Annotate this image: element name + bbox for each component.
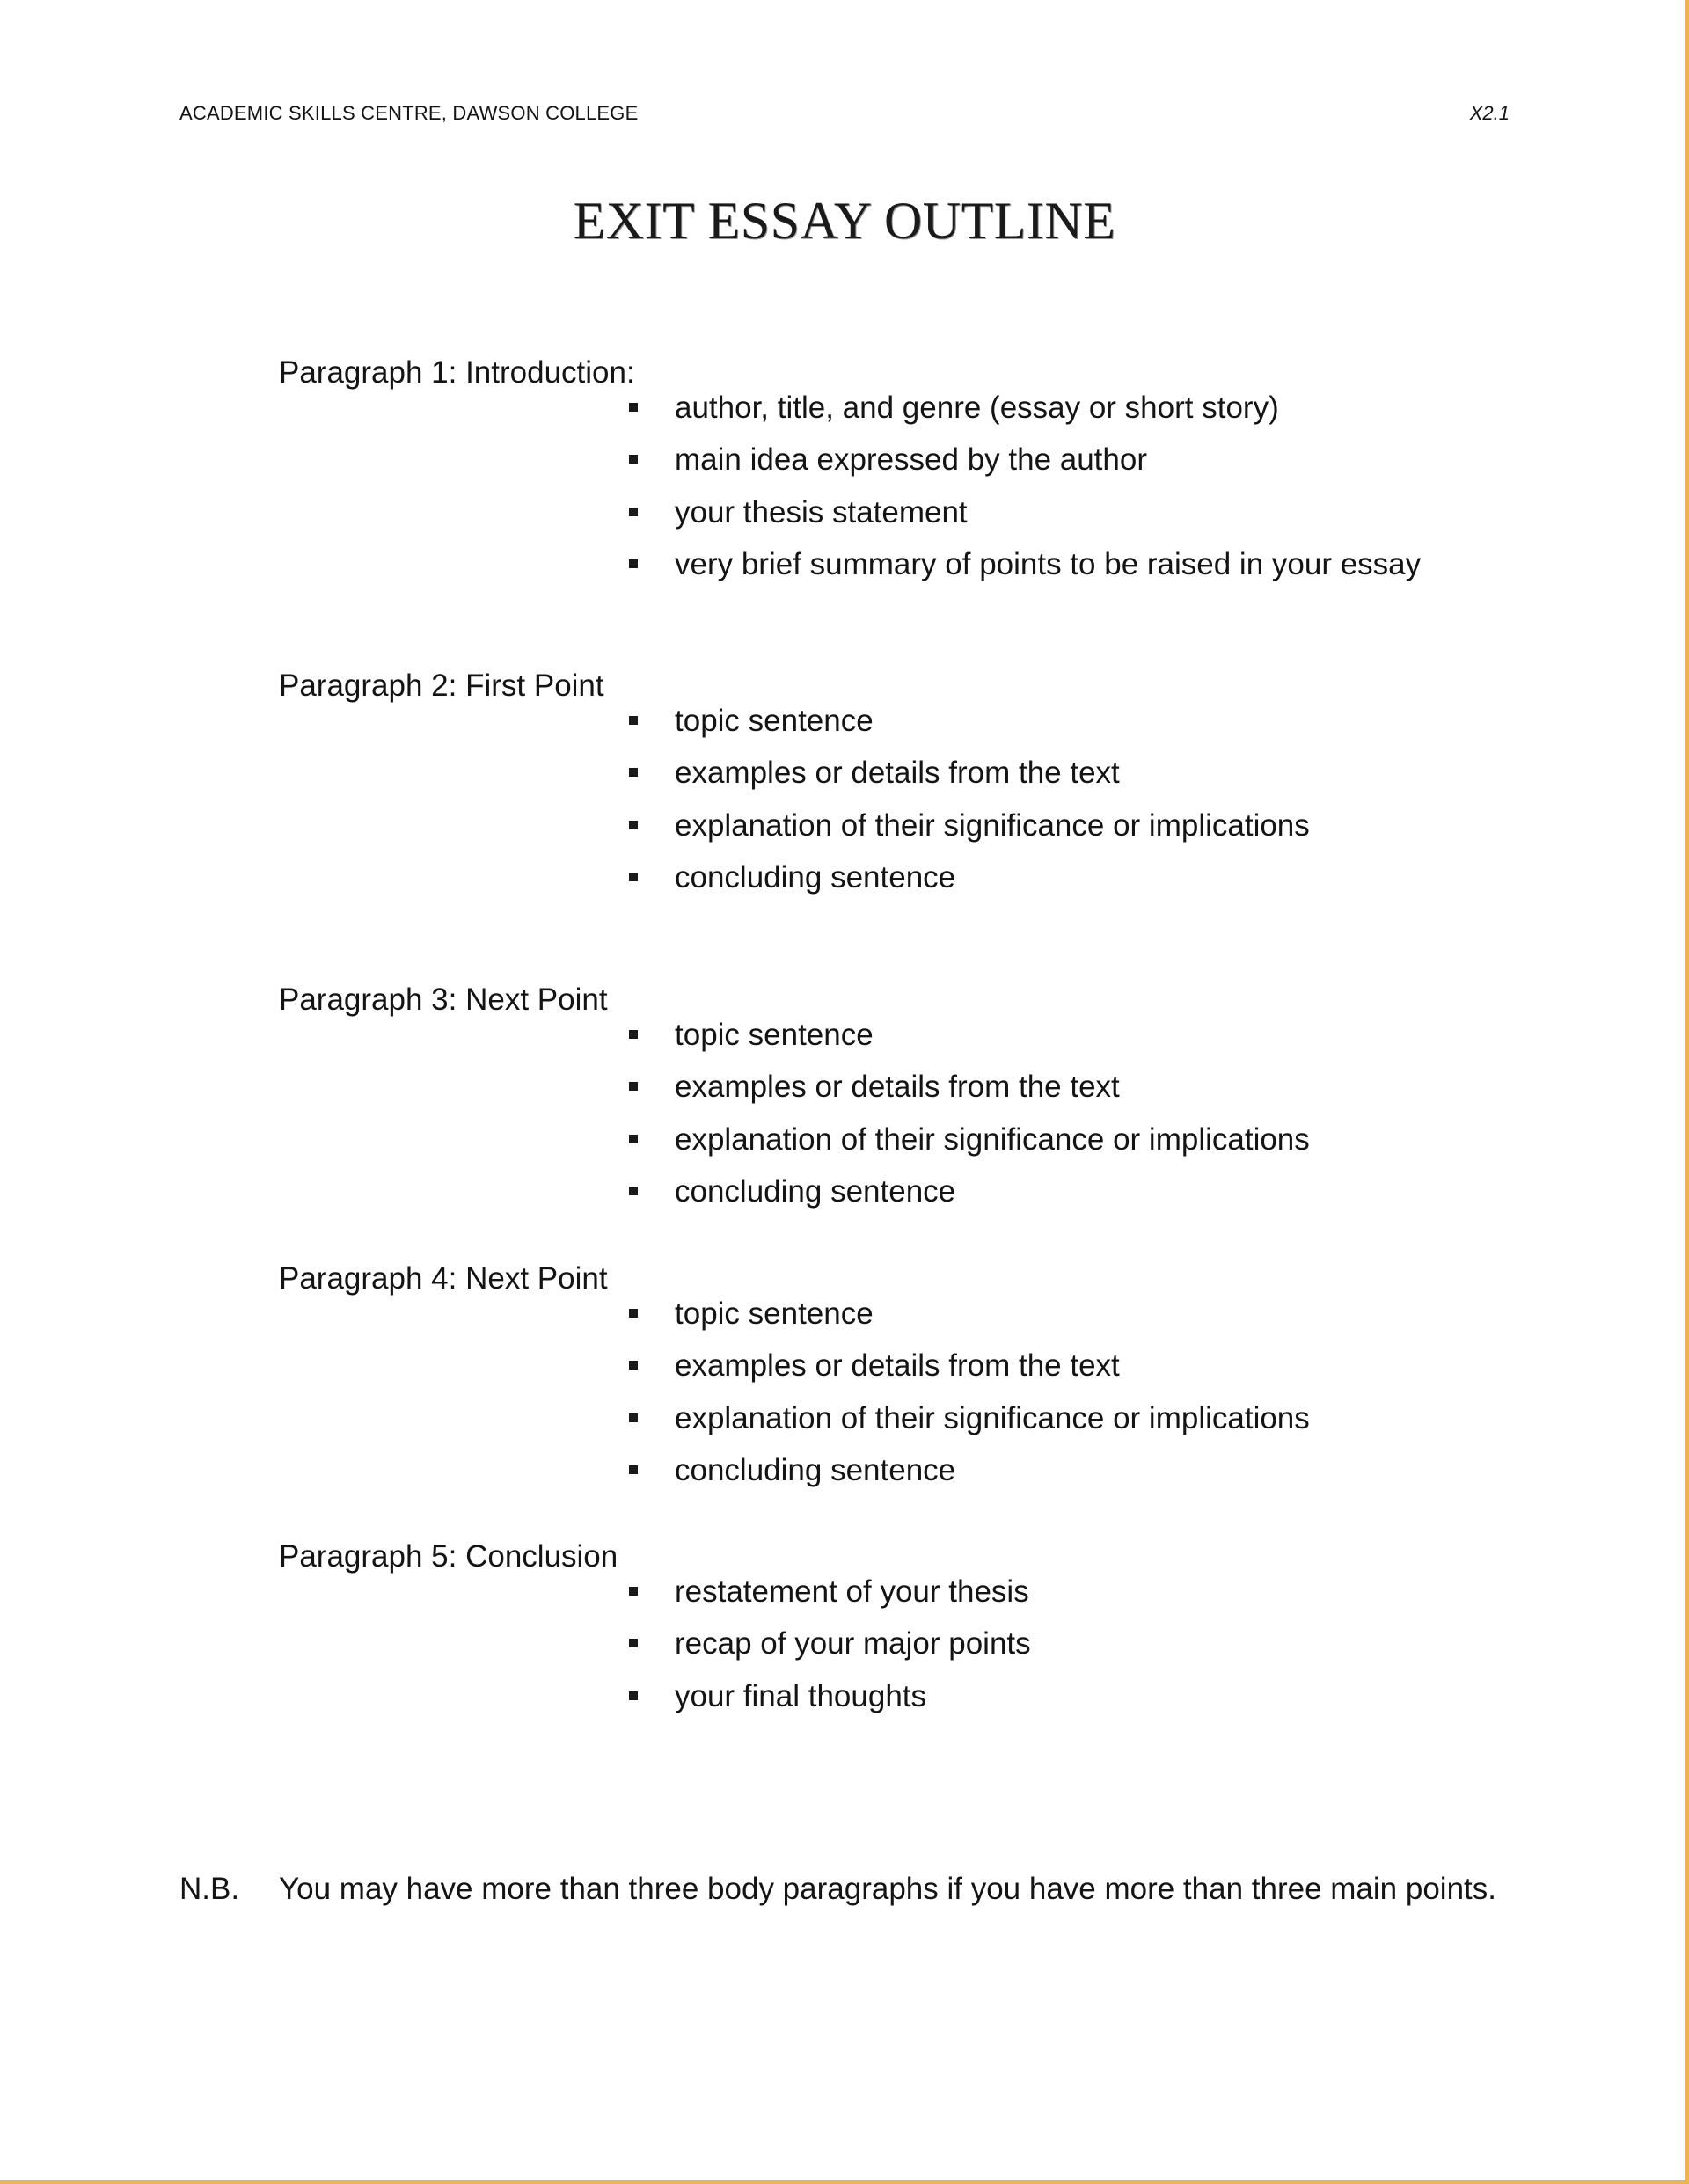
- section-heading: Paragraph 1: Introduction:: [279, 355, 635, 390]
- list-item: [629, 807, 1310, 859]
- list-item: [629, 546, 1421, 598]
- square-bullet-icon: [629, 1082, 638, 1091]
- square-bullet-icon: [629, 1413, 638, 1422]
- square-bullet-icon: [629, 1691, 638, 1700]
- list-item-text: concluding sentence: [675, 1453, 956, 1488]
- square-bullet-icon: [629, 1587, 638, 1596]
- list-item-text: restatement of your thesis: [675, 1574, 1029, 1609]
- bullet-list: [629, 1017, 1310, 1226]
- square-bullet-icon: [629, 559, 638, 568]
- list-item: [629, 1017, 1310, 1069]
- square-bullet-icon: [629, 716, 638, 725]
- square-bullet-icon: [629, 403, 638, 412]
- list-item-text: concluding sentence: [675, 860, 956, 895]
- section-heading: Paragraph 5: Conclusion: [279, 1539, 618, 1574]
- outline-section-introduction: [279, 354, 1510, 582]
- list-item-text: topic sentence: [675, 1018, 874, 1052]
- header-institution: ACADEMIC SKILLS CENTRE, DAWSON COLLEGE: [179, 102, 639, 124]
- list-item: [629, 1678, 1031, 1730]
- bullet-list: [629, 703, 1310, 912]
- list-item: [629, 1452, 1310, 1504]
- square-bullet-icon: [629, 1361, 638, 1370]
- list-item-text: topic sentence: [675, 704, 874, 738]
- footnote-label: N.B.: [179, 1872, 240, 1906]
- square-bullet-icon: [629, 1135, 638, 1143]
- section-heading: Paragraph 4: Next Point: [279, 1261, 608, 1296]
- square-bullet-icon: [629, 1030, 638, 1039]
- square-bullet-icon: [629, 508, 638, 516]
- outline-section-next-point-4: [279, 1260, 1510, 1488]
- list-item: [629, 442, 1421, 493]
- list-item: [629, 390, 1421, 442]
- list-item: [629, 1348, 1310, 1399]
- list-item-text: author, title, and genre (essay or short story): [675, 391, 1279, 425]
- outline-section-first-point: [279, 668, 1510, 895]
- list-item: [629, 755, 1310, 807]
- list-item: [629, 1625, 1031, 1677]
- section-heading: Paragraph 3: Next Point: [279, 982, 608, 1017]
- list-item: [629, 1296, 1310, 1348]
- list-item-text: explanation of their significance or implications: [675, 1121, 1310, 1157]
- bullet-list: [629, 1574, 1031, 1730]
- section-heading: Paragraph 2: First Point: [279, 668, 604, 703]
- square-bullet-icon: [629, 455, 638, 464]
- outline-section-next-point-3: [279, 982, 1510, 1209]
- list-item-text: examples or details from the text: [675, 756, 1120, 791]
- list-item: [629, 1121, 1310, 1173]
- page-title: EXIT ESSAY OUTLINE: [573, 192, 1116, 250]
- list-item-text: your thesis statement: [675, 494, 968, 530]
- list-item: [629, 1400, 1310, 1452]
- footnote: [179, 1871, 1496, 1908]
- square-bullet-icon: [629, 768, 638, 777]
- list-item: [629, 1173, 1310, 1225]
- header-document-code: X2.1: [1469, 102, 1510, 124]
- list-item-text: very brief summary of points to be raised in your essay: [675, 547, 1422, 582]
- list-item: [629, 859, 1310, 911]
- list-item-text: recap of your major points: [675, 1626, 1031, 1662]
- square-bullet-icon: [629, 1187, 638, 1195]
- list-item-text: concluding sentence: [675, 1174, 956, 1209]
- outline-section-conclusion: [279, 1538, 1510, 1713]
- footnote-text: You may have more than three body paragraphs if you have more than three main points.: [279, 1872, 1496, 1906]
- list-item-text: your final thoughts: [675, 1678, 927, 1713]
- bullet-list: [629, 390, 1421, 599]
- list-item-text: examples or details from the text: [675, 1070, 1120, 1105]
- list-item-text: main idea expressed by the author: [675, 442, 1147, 478]
- square-bullet-icon: [629, 1309, 638, 1318]
- list-item: [629, 1574, 1031, 1625]
- list-item-text: explanation of their significance or implications: [675, 1400, 1310, 1435]
- list-item-text: examples or details from the text: [675, 1348, 1120, 1384]
- square-bullet-icon: [629, 821, 638, 829]
- bullet-list: [629, 1296, 1310, 1505]
- list-item: [629, 1069, 1310, 1121]
- list-item-text: explanation of their significance or implications: [675, 807, 1310, 843]
- square-bullet-icon: [629, 873, 638, 881]
- square-bullet-icon: [629, 1639, 638, 1647]
- list-item: [629, 494, 1421, 546]
- square-bullet-icon: [629, 1465, 638, 1474]
- list-item-text: topic sentence: [675, 1297, 874, 1331]
- list-item: [629, 703, 1310, 755]
